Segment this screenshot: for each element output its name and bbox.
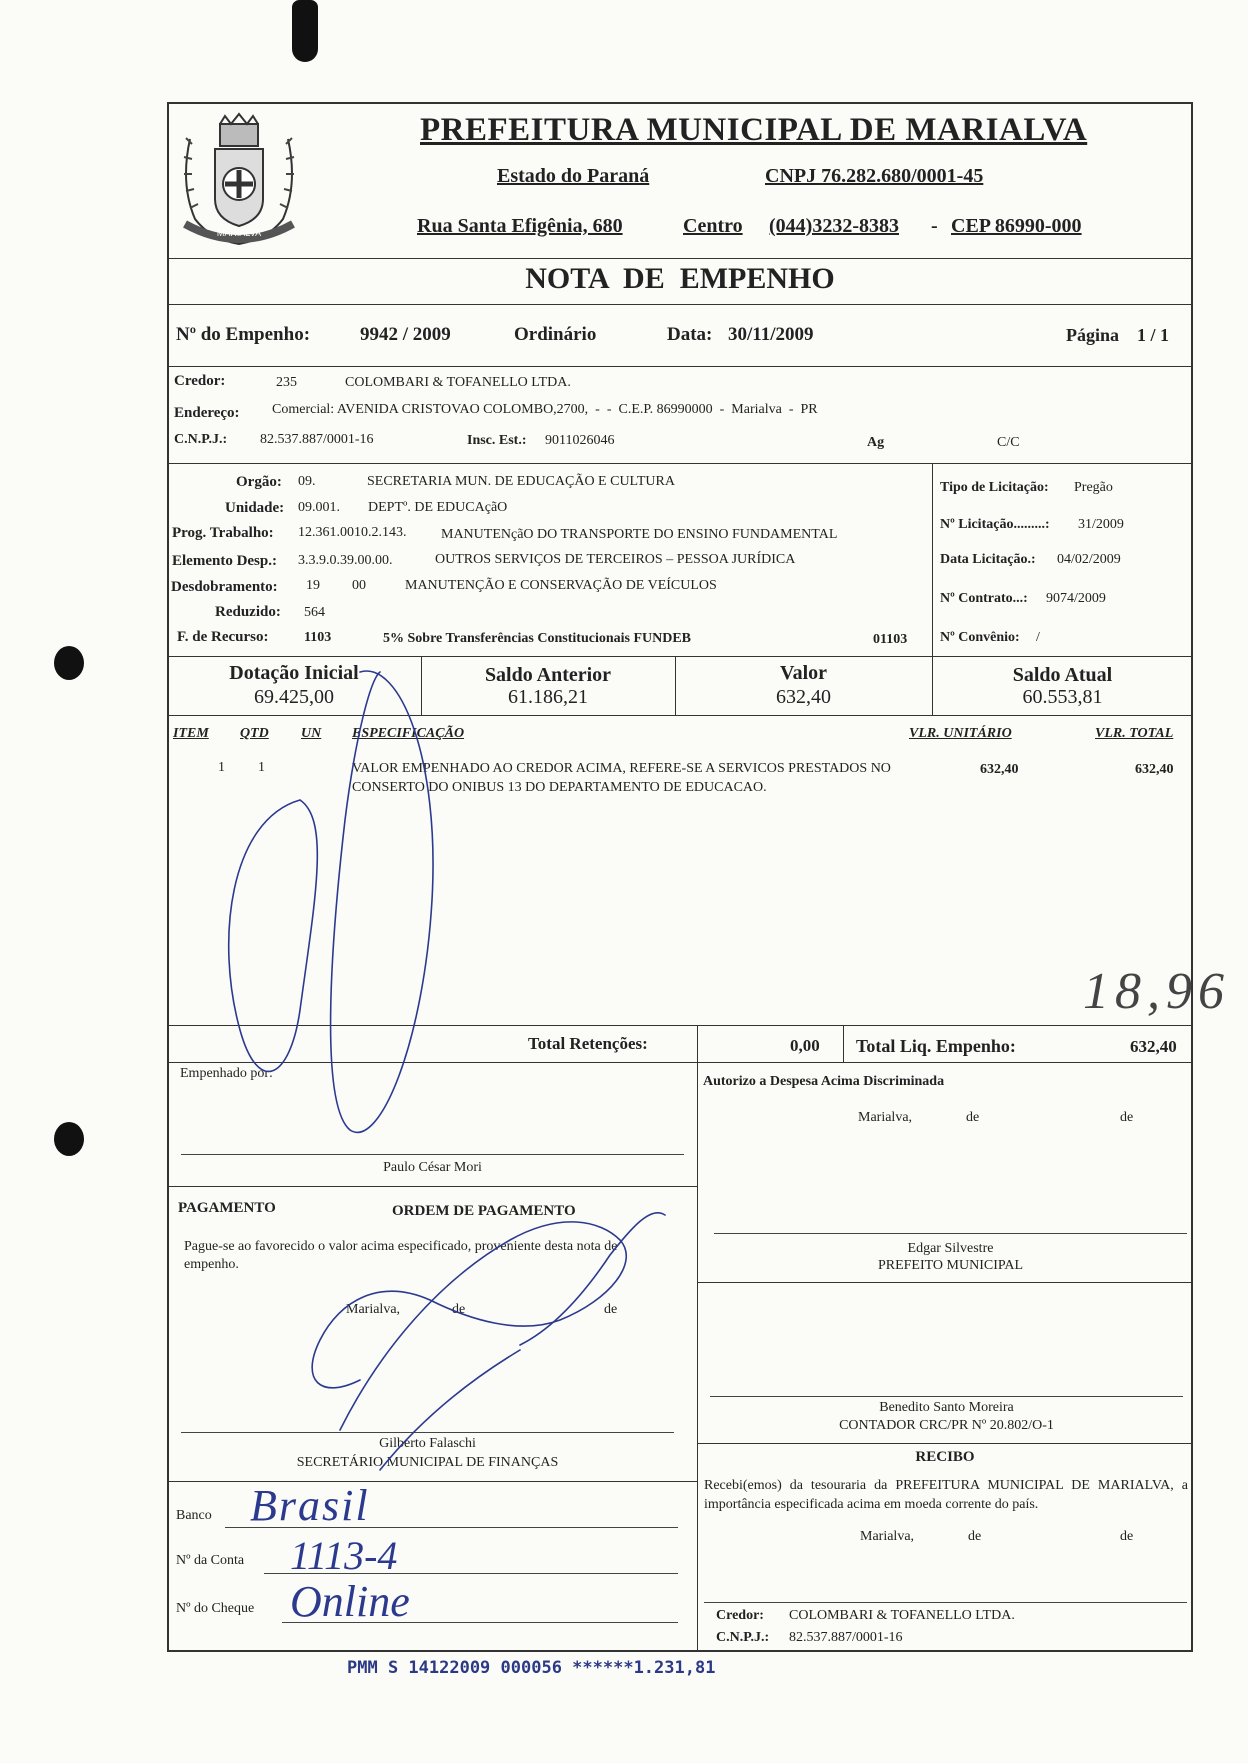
col-especificacao: ESPECIFICAÇÃO — [352, 726, 465, 741]
fonte-label: F. de Recurso: — [177, 629, 269, 645]
col-vlr-total: VLR. TOTAL — [1095, 726, 1174, 741]
convenio-value: / — [1036, 630, 1040, 645]
col-qtd: QTD — [240, 726, 269, 741]
empenho-number: 9942 / 2009 — [360, 324, 451, 345]
credor-name: COLOMBARI & TOFANELLO LTDA. — [345, 375, 571, 390]
signature-loop-left — [229, 800, 318, 1071]
ordem-pagamento-label: ORDEM DE PAGAMENTO — [392, 1203, 576, 1219]
recibo-city: Marialva, — [860, 1529, 915, 1544]
cheque-label: Nº do Cheque — [176, 1601, 255, 1616]
pagamento-de2: de — [604, 1302, 618, 1317]
recibo-text: Recebi(emos) da tesouraria da PREFEITURA MUNICIPAL DE MARIALVA, a importância especificada acima em moeda corrente do país. — [704, 1478, 1188, 1512]
recibo-credor-value: COLOMBARI & TOFANELLO LTDA. — [789, 1608, 1015, 1623]
desdobramento-label: Desdobramento: — [171, 579, 278, 595]
dotacao-label: Dotação Inicial — [229, 662, 359, 684]
prog-value: MANUTENçãO DO TRANSPORTE DO ENSINO FUNDAMENTAL — [441, 527, 838, 542]
saldo-anterior-value: 61.186,21 — [508, 686, 588, 708]
banco-label: Banco — [176, 1508, 212, 1523]
row-vlr-unitario: 632,40 — [980, 762, 1019, 777]
desdobramento-value: MANUTENÇÃO E CONSERVAÇÃO DE VEÍCULOS — [405, 578, 717, 593]
pagamento-text: Pague-se ao favorecido o valor acima especificado, proveniente desta nota de empenho. — [184, 1239, 618, 1272]
bank-stamp: PMM S 14122009 000056 ******1.231,81 — [347, 1658, 716, 1678]
elemento-value: OUTROS SERVIÇOS DE TERCEIROS – PESSOA JURÍDICA — [435, 552, 796, 567]
recibo-cnpj-value: 82.537.887/0001-16 — [789, 1630, 903, 1645]
secretario-cargo: SECRETÁRIO MUNICIPAL DE FINANÇAS — [296, 1455, 559, 1470]
num-licitacao-value: 31/2009 — [1078, 517, 1124, 532]
saldo-atual-value: 60.553,81 — [1022, 686, 1103, 708]
recibo-de1: de — [968, 1529, 982, 1544]
pagamento-de1: de — [452, 1302, 466, 1317]
orgao-code: 09. — [298, 474, 316, 489]
recibo-cnpj-label: C.N.P.J.: — [716, 1630, 770, 1645]
cnpj-value: 82.537.887/0001-16 — [260, 432, 374, 447]
banco-value: Brasil — [250, 1481, 370, 1530]
autorizo-de2: de — [1120, 1110, 1134, 1125]
header-district: Centro — [683, 215, 743, 237]
tipo-licitacao-label: Tipo de Licitação: — [940, 480, 1049, 495]
cc-label: C/C — [997, 435, 1020, 450]
fonte-value: 5% Sobre Transferências Constitucionais FUNDEB — [383, 631, 692, 646]
valor-label: Valor — [779, 662, 828, 684]
unidade-value: DEPTº. DE EDUCAçãO — [368, 500, 508, 515]
desdobramento-code2: 00 — [352, 578, 366, 593]
reduzido-label: Reduzido: — [215, 604, 281, 620]
tipo-licitacao-value: Pregão — [1074, 480, 1113, 495]
recibo-label: RECIBO — [915, 1449, 975, 1465]
empenho-date-label: Data: — [667, 324, 713, 345]
contrato-value: 9074/2009 — [1046, 591, 1106, 606]
credor-label: Credor: — [174, 373, 226, 389]
insc-label: Insc. Est.: — [467, 433, 527, 448]
page-number: 1 / 1 — [1137, 325, 1170, 345]
unidade-label: Unidade: — [225, 500, 285, 516]
header-cnpj: CNPJ 76.282.680/0001-45 — [765, 165, 984, 187]
endereco-label: Endereço: — [174, 405, 240, 421]
total-liquido-label: Total Liq. Empenho: — [856, 1036, 1016, 1056]
total-liquido-value: 632,40 — [1130, 1037, 1177, 1056]
elemento-label: Elemento Desp.: — [172, 553, 277, 569]
contador-name: Benedito Santo Moreira — [879, 1400, 1014, 1415]
orgao-label: Orgão: — [236, 474, 282, 490]
autorizo-city: Marialva, — [858, 1110, 913, 1125]
col-vlr-unitario: VLR. UNITÁRIO — [909, 726, 1012, 741]
contador-cargo: CONTADOR CRC/PR Nº 20.802/O-1 — [839, 1418, 1054, 1433]
empenhado-label: Empenhado por: — [180, 1066, 273, 1081]
header-address: Rua Santa Efigênia, 680 — [417, 215, 623, 237]
empenhado-name: Paulo César Mori — [383, 1160, 482, 1175]
endereco-value: Comercial: AVENIDA CRISTOVAO COLOMBO,2700, - - C.E.P. 86990000 - Marialva - PR — [272, 402, 818, 417]
pagamento-city: Marialva, — [346, 1302, 401, 1317]
pagamento-label: PAGAMENTO — [178, 1200, 276, 1216]
insc-value: 9011026046 — [545, 433, 615, 448]
empenho-date: 30/11/2009 — [728, 324, 814, 345]
saldo-anterior-label: Saldo Anterior — [484, 664, 612, 686]
signature-ordem — [312, 1222, 626, 1430]
col-un: UN — [301, 726, 322, 741]
desdobramento-code1: 19 — [306, 578, 320, 593]
data-licitacao-label: Data Licitação.: — [940, 552, 1036, 567]
handwritten-note: 18,96 — [1083, 963, 1230, 1020]
recibo-de2: de — [1120, 1529, 1134, 1544]
row-vlr-total: 632,40 — [1135, 762, 1174, 777]
saldo-atual-label: Saldo Atual — [1012, 664, 1113, 686]
recibo-credor-label: Credor: — [716, 1608, 764, 1623]
page-label: Página — [1066, 325, 1120, 345]
fonte-number: 01103 — [873, 632, 908, 647]
cnpj-label: C.N.P.J.: — [174, 432, 228, 447]
header-phone: (044)3232-8383 — [769, 215, 899, 237]
data-licitacao-value: 04/02/2009 — [1057, 552, 1121, 567]
reduzido-value: 564 — [304, 605, 325, 620]
crest-motto: MARIALVA — [216, 228, 262, 238]
num-licitacao-label: Nº Licitação.........: — [940, 517, 1050, 532]
convenio-label: Nº Convênio: — [940, 630, 1020, 645]
elemento-code: 3.3.9.0.39.00.00. — [298, 553, 393, 568]
contrato-label: Nº Contrato...: — [940, 591, 1028, 606]
dotacao-value: 69.425,00 — [254, 686, 334, 708]
signature-empenhado — [331, 671, 433, 1132]
header-title: PREFEITURA MUNICIPAL DE MARIALVA — [420, 112, 1088, 148]
prog-code: 12.361.0010.2.143. — [298, 525, 407, 540]
prefeito-name: Edgar Silvestre — [907, 1241, 994, 1256]
signature-secretario — [380, 1350, 520, 1470]
empenho-type: Ordinário — [514, 324, 597, 345]
unidade-code: 09.001. — [298, 500, 340, 515]
prefeito-cargo: PREFEITO MUNICIPAL — [877, 1258, 1024, 1273]
col-item: ITEM — [173, 726, 209, 741]
empenho-number-label: Nº do Empenho: — [176, 324, 311, 345]
fonte-code: 1103 — [304, 630, 332, 645]
conta-value: 1113-4 — [290, 1533, 398, 1578]
doc-title: NOTA DE EMPENHO — [525, 262, 835, 295]
total-retencoes-value: 0,00 — [790, 1036, 820, 1055]
orgao-value: SECRETARIA MUN. DE EDUCAÇÃO E CULTURA — [367, 474, 675, 489]
credor-code: 235 — [276, 375, 297, 390]
autorizo-de1: de — [966, 1110, 980, 1125]
row-item: 1 — [218, 760, 225, 775]
valor-value: 632,40 — [776, 686, 831, 708]
row-especificacao: VALOR EMPENHADO AO CREDOR ACIMA, REFERE-SE A SERVICOS PRESTADOS NO CONSERTO DO ONIBUS 13 DO DEPARTAMENTO DE EDUCACAO. — [352, 761, 891, 795]
total-retencoes-label: Total Retenções: — [528, 1034, 648, 1053]
header-state: Estado do Paraná — [497, 165, 650, 187]
prog-label: Prog. Trabalho: — [172, 525, 274, 541]
secretario-name: Gilberto Falaschi — [379, 1436, 476, 1451]
row-qtd: 1 — [258, 760, 265, 775]
cheque-value: Online — [290, 1577, 410, 1626]
header-cep: CEP 86990-000 — [951, 215, 1082, 237]
header-dash: - — [931, 215, 938, 237]
ag-label: Ag — [867, 435, 885, 450]
autorizo-label: Autorizo a Despesa Acima Discriminada — [703, 1074, 945, 1089]
conta-label: Nº da Conta — [176, 1553, 245, 1568]
